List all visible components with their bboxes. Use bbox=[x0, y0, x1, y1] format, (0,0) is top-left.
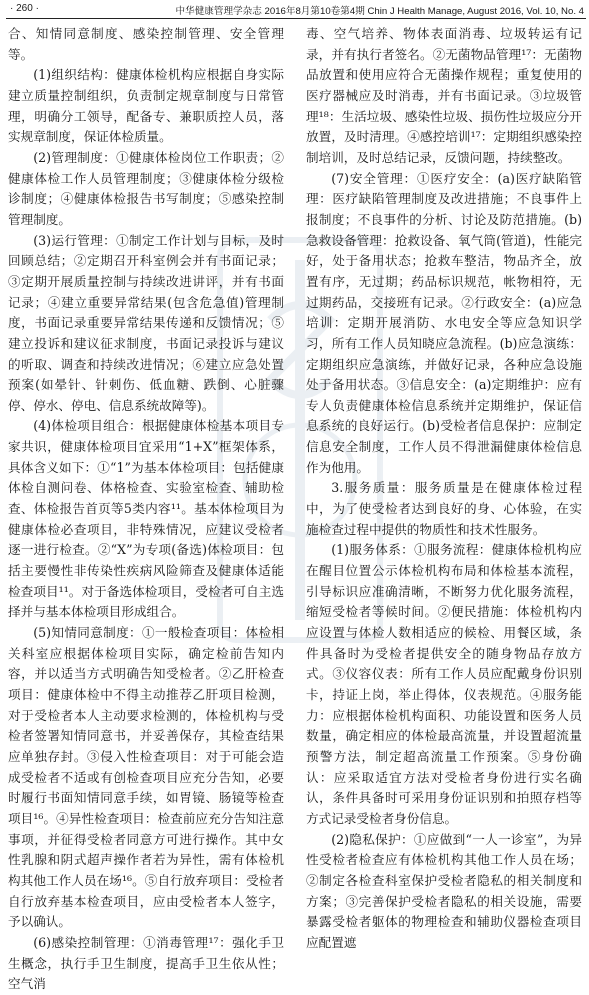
paragraph: 合、知情同意制度、感染控制管理、安全管理等。 bbox=[8, 26, 284, 62]
paragraph: 3.服务质量：服务质量是在健康体检过程中，为了使受检者达到良好的身、心体验，在实施检查过程中提供的物质性和技术性服务。 bbox=[306, 480, 582, 537]
paragraph: (1)服务体系：①服务流程：健康体检机构应在醒目位置公示体检机构布局和体检基本流程，引导标识应准确清晰，不断努力优化服务流程，缩短受检者等候时间。②便民措施：体检机构内应设置与体检人数相适应的候检、用餐区域，条件具备时为受检者提供安全的随身物品存放方式。③仪容仪表：所有工作人员应配戴身份识别卡，持证上岗，举止得体，仪表规范。④服务能力：应根据体检机构面积、功能设置和医务人员数量，确定相应的体检最高流量，并设置超流量预警方法，制定超高流量工作预案。⑤身份确认：应采取适宜方法对受检者身份进行实名确认，条件具备时可采用身份证识别和拍照存档等方式记录受检者身份信息。 bbox=[306, 542, 582, 826]
paragraph: (1)组织结构：健康体检机构应根据自身实际建立质量控制组织，负责制定规章制度与日常管理，明确分工领导，配备专、兼职质控人员，落实规章制度，保证体检质量。 bbox=[8, 67, 284, 145]
paragraph: (2)管理制度：①健康体检岗位工作职责；②健康体检工作人员管理制度；③健康体检分级检诊制度；④健康体检报告书写制度；⑤感染控制管理制度。 bbox=[8, 149, 284, 227]
paragraph: 毒、空气培养、物体表面消毒、垃圾转运有记录，并有执行者签名。②无菌物品管理¹⁷：无菌物品放置和使用应符合无菌操作规程；重复使用的医疗器械应及时消毒，并有书面记录。③垃圾管理¹⁸：生活垃圾、感染性垃圾、损伤性垃圾应分开放置，及时清理。④感控培训¹⁷：定期组织感染控制培训，及时总结记录，反馈问题，持续整改。 bbox=[306, 26, 582, 165]
paragraph: (4)体检项目组合：根据健康体检基本项目专家共识，健康体检项目宜采用“1+X”框架体系，具体含义如下：①“1”为基本体检项目：包括健康体检自测问卷、体格检查、实验室检查、辅助检查、体检报告首页等5类内容¹¹。基本体检项目为健康体检必查项目，非特殊情况，应建议受检者逐一进行检查。②“X”为专项(备选)体检项目：包括主要慢性非传染性疾病风险筛查及健康体适能检查项目¹¹。对于备选体检项目，受检者可自主选择并与基本体检项目形成组合。 bbox=[8, 418, 284, 620]
paragraph: (7)安全管理：①医疗安全：(a)医疗缺陷管理：医疗缺陷管理制度及改进措施；不良事件上报制度；不良事件的分析、讨论及防范措施。(b)急救设备管理：抢救设备、氧气筒(管道)，性能完好，处于备用状态；抢救车整洁，物品齐全，放置有序，无过期；药品标识规范，帐物相符，无过期药品，交接班有记录。②行政安全：(a)应急培训：定期开展消防、水电安全等应急知识学习，所有工作人员知晓应急流程。(b)应急演练：定期组织应急演练，并做好记录，各种应急设施处于备用状态。③信息安全：(a)定期维护：应有专人负责健康体检信息系统并定期维护，保证信息系统的良好运行。(b)受检者信息保护：应制定信息安全制度，工作人员不得泄漏健康体检信息作为他用。 bbox=[306, 170, 582, 475]
paragraph: (3)运行管理：①制定工作计划与目标，及时回顾总结；②定期召开科室例会并有书面记录；③定期开展质量控制与持续改进讲评，并有书面记录；④建立重要异常结果(包含危急值)管理制度，书面记录重要异常结果传递和反馈情况；⑤建立投诉和建议征求制度，书面记录投诉与建议的听取、调查和持续改进情况；⑥建立应急处置预案(如晕针、针刺伤、低血糖、跌倒、心脏骤停、停水、停电、信息系统故障等)。 bbox=[8, 232, 284, 413]
running-header bbox=[6, 2, 586, 19]
journal-citation: 中华健康管理学杂志 2016年8月第10卷第4期 Chin J Health Manage, August 2016, Vol. 10, No. 4 bbox=[175, 6, 584, 17]
paragraph: (5)知情同意制度：①一般检查项目：体检相关科室应根据体检项目实际，确定检前告知内容，并以适当方式明确告知受检者。②乙肝检查项目：健康体检中不得主动推荐乙肝项目检测，对于受检者本人主动要求检测的，体检机构与受检者签署知情同意书，并妥善保存，其检查结果应单独存封。③侵入性检查项目：对于可能会造成受检者不适或有创检查项目应充分告知，必要时履行书面知情同意手续，如胃镜、肠镜等检查项目¹⁶。④异性检查项目：检查前应充分告知注意事项，并征得受检者同意方可进行操作。其中女性乳腺和阴式超声操作者若为异性，需有体检机构其他工作人员在场¹⁶。⑤自行放弃项目：受检者自行放弃基本检查项目，应由受检者本人签字，予以确认。 bbox=[8, 625, 284, 930]
paragraph: (6)感染控制管理：①消毒管理¹⁷：强化手卫生概念，执行手卫生制度，提高手卫生依从性；空气消 bbox=[8, 934, 284, 992]
left-column bbox=[8, 24, 284, 992]
paragraph: (2)隐私保护：①应做到“一人一诊室”，为异性受检者检查应有体检机构其他工作人员在场；②制定各检查科室保护受检者隐私的相关制度和方案；③完善保护受检者隐私的相关设施，需要暴露受检者躯体的物理检查和辅助仪器检查项目应配置遮 bbox=[306, 831, 582, 950]
page-number: · 260 · bbox=[10, 3, 39, 14]
right-column bbox=[306, 24, 582, 950]
